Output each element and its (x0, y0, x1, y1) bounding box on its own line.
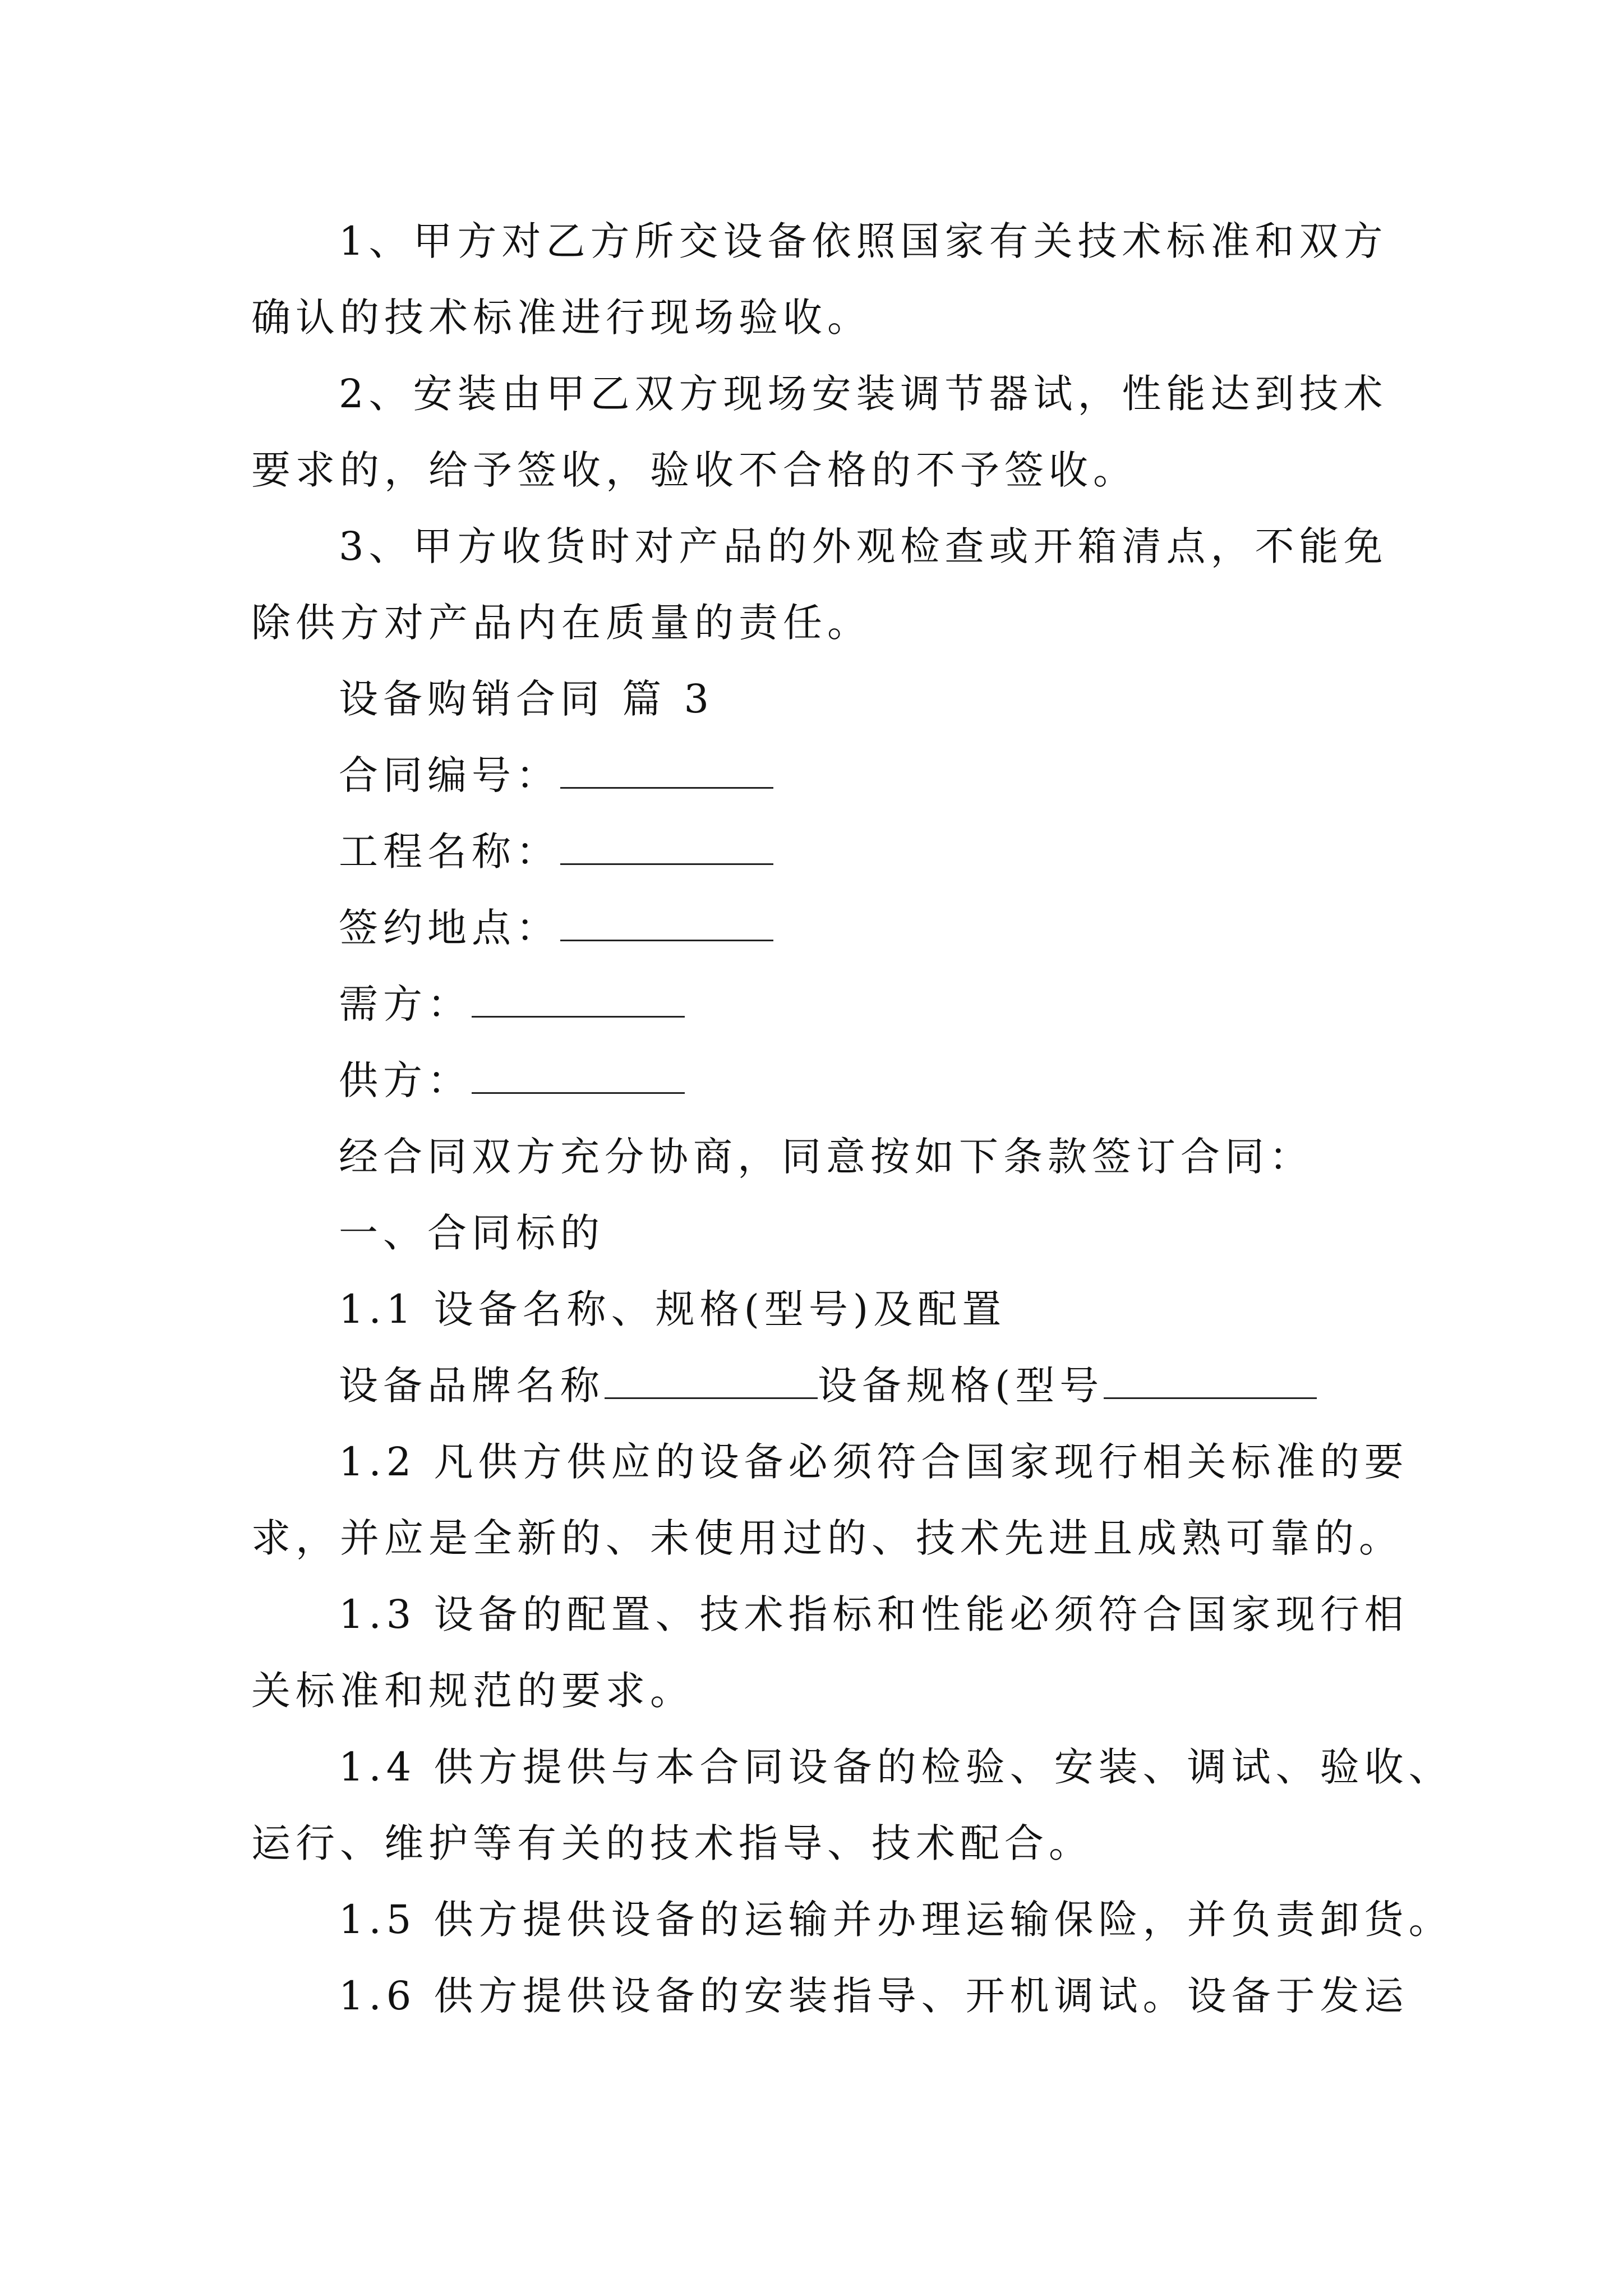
paragraph-line: 关标准和规范的要求。 (251, 1668, 694, 1714)
field-label: 设备规格(型号 (818, 1363, 1104, 1409)
form-field-buyer (339, 976, 1376, 1032)
fill-blank (605, 1358, 818, 1399)
paragraph-line: 1.2 凡供方供应的设备必须符合国家现行相关标准的要 (339, 1439, 1409, 1485)
paragraph-line: 要求的，给予签收，验收不合格的不予签收。 (251, 447, 1137, 493)
section-heading: 设备购销合同 篇 3 (339, 676, 714, 722)
fill-blank (560, 824, 773, 865)
field-label: 签约地点： (339, 905, 560, 951)
field-label: 需方： (339, 981, 472, 1027)
fill-blank (472, 977, 685, 1018)
paragraph-line: 求，并应是全新的、未使用过的、技术先进且成熟可靠的。 (251, 1515, 1403, 1561)
field-label: 合同编号： (339, 752, 560, 798)
paragraph-line: 1.1 设备名称、规格(型号)及配置 (339, 1286, 1007, 1332)
section-heading: 一、合同标的 (339, 1210, 605, 1256)
paragraph-line: 确认的技术标准进行现场验收。 (251, 295, 872, 341)
fill-blank (560, 748, 773, 789)
field-label: 供方： (339, 1057, 472, 1103)
field-label: 设备品牌名称 (339, 1363, 605, 1409)
field-label: 工程名称： (339, 829, 560, 875)
form-field-supplier (339, 1052, 1376, 1108)
paragraph-line: 1.4 供方提供与本合同设备的检验、安装、调试、验收、 (339, 1744, 1453, 1790)
form-field-equipment-brand (339, 1358, 1376, 1414)
paragraph-line: 经合同双方充分协商，同意按如下条款签订合同： (339, 1134, 1313, 1180)
fill-blank (560, 900, 773, 941)
paragraph-line: 1、甲方对乙方所交设备依照国家有关技术标准和双方 (339, 218, 1388, 264)
paragraph-line: 除供方对产品内在质量的责任。 (251, 600, 872, 646)
paragraph-line: 1.5 供方提供设备的运输并办理运输保险，并负责卸货。 (339, 1897, 1453, 1943)
paragraph-line: 3、甲方收货时对产品的外观检查或开箱清点，不能免 (339, 523, 1388, 569)
paragraph-line: 1.3 设备的配置、技术指标和性能必须符合国家现行相 (339, 1591, 1409, 1637)
form-field-project-name (339, 823, 1376, 880)
paragraph-line: 1.6 供方提供设备的安装指导、开机调试。设备于发运 (339, 1973, 1409, 2019)
fill-blank (1104, 1358, 1317, 1399)
paragraph-line: 2、安装由甲乙双方现场安装调节器试，性能达到技术 (339, 371, 1388, 417)
paragraph-line: 运行、维护等有关的技术指导、技术配合。 (251, 1820, 1093, 1866)
form-field-contract-number (339, 747, 1376, 803)
form-field-signing-place (339, 900, 1376, 956)
fill-blank (472, 1053, 685, 1094)
